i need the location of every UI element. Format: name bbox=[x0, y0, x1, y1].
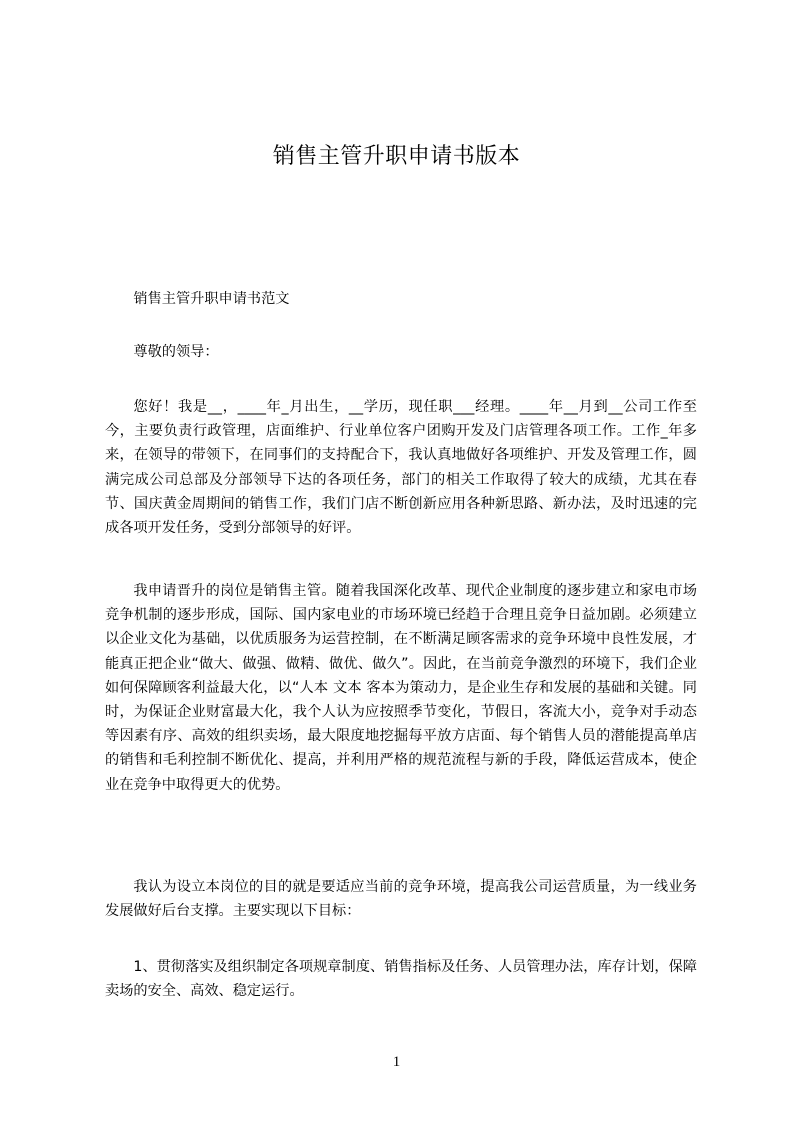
document-subtitle: 销售主管升职申请书范文 bbox=[133, 291, 290, 307]
paragraph-position-rationale: 我申请晋升的岗位是销售主管。随着我国深化改革、现代企业制度的逐步建立和家电市场竞争机制的逐步形成，国际、国内家电业的市场环境已经趋于合理且竞争日益加剧。必须建立以企业文化为基础，以优质服务为运营控制，在不断满足顾客需求的竞争环境中良性发展，才能真正把企业“做大、做强、做精、做优、做久”。因此，在当前竞争激烈的环境下，我们企业如何保障顾客利益最大化，以“人本 文本 客本为策动力，是企业生存和发展的基础和关键。同时，为保证企业财富最大化，我个人认为应按照季节变化，节假日，客流大小，竞争对手动态等因素有序、高效的组织卖场，最大限度地挖掘每平放方店面、每个销售人员的潜能提高单店的销售和毛利控制不断优化、提高，并利用严格的规范流程与新的手段，降低运营成本，使企业在竞争中取得更大的优势。 bbox=[105, 583, 697, 793]
paragraph-position-goals: 我认为设立本岗位的目的就是要适应当前的竞争环境，提高我公司运营质量，为一线业务发展做好后台支撑。主要实现以下目标： bbox=[105, 879, 697, 920]
salutation: 尊敬的领导： bbox=[133, 344, 219, 360]
paragraph-introduction: 您好！我是__，____年_月出生，__学历，现任职___经理。____年__月到__公司工作至今，主要负责行政管理，店面维护、行业单位客户团购开发及门店管理各项工作。工作_年多来，在领导的带领下，在同事们的支持配合下，我认真地做好各项维护、开发及管理工作，圆满完成公司总部及分部领导下达的各项任务，部门的相关工作取得了较大的成绩，尤其在春节、国庆黄金周期间的销售工作，我们门店不断创新应用各种新思路、新办法，及时迅速的完成各项开发任务，受到分部领导的好评。 bbox=[105, 399, 697, 537]
paragraph-goal-item-1: 1、贯彻落实及组织制定各项规章制度、销售指标及任务、人员管理办法，库存计划，保障卖场的安全、高效、稳定运行。 bbox=[105, 959, 697, 1000]
page-number: 1 bbox=[392, 1054, 401, 1070]
document-title: 销售主管升职申请书版本 bbox=[272, 144, 521, 169]
